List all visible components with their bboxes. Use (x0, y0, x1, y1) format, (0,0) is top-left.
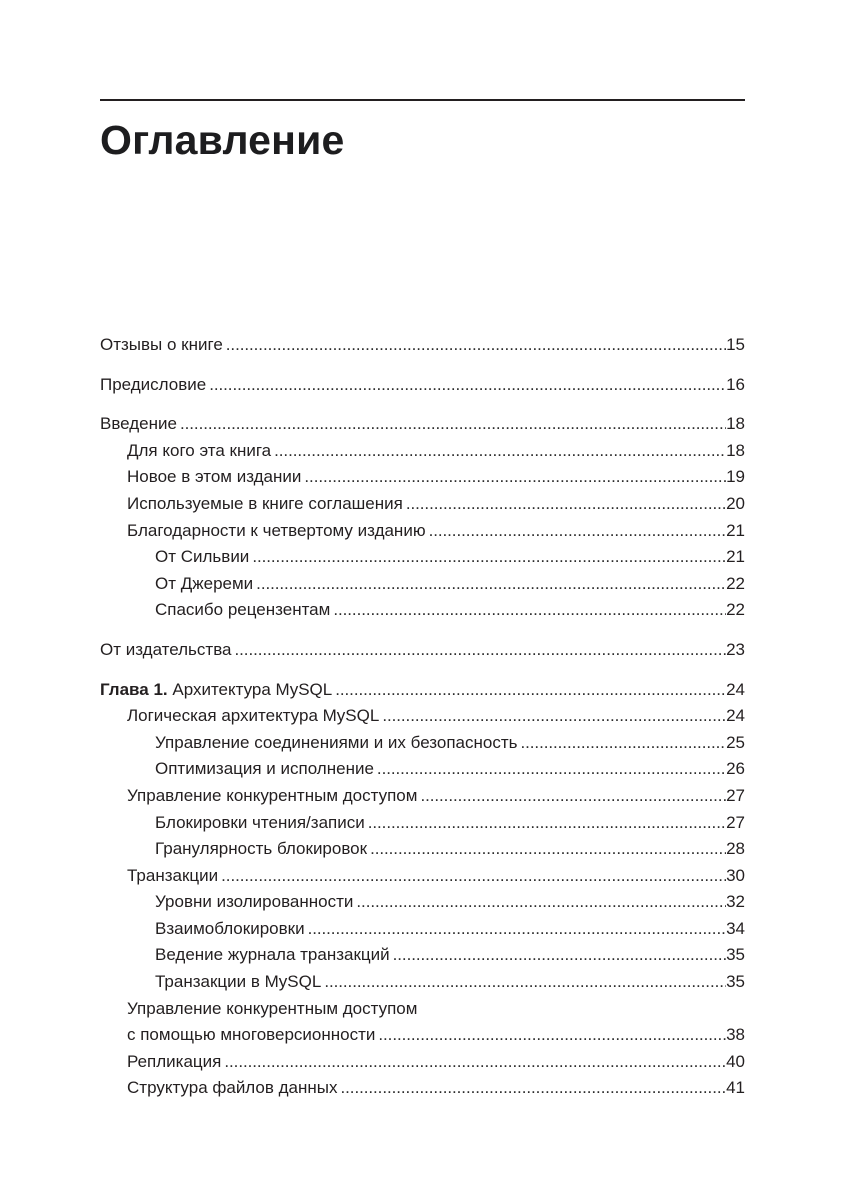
dot-leader (353, 889, 726, 916)
toc-page-number: 32 (726, 892, 745, 912)
toc-entry (100, 518, 745, 545)
toc-page-number: 22 (726, 600, 745, 620)
toc-entry-label: Транзакции (127, 865, 219, 885)
toc-page-number: 40 (726, 1051, 745, 1071)
toc-entry-label: Для кого эта книга (127, 440, 272, 460)
toc-entry (100, 942, 745, 969)
toc-page-number: 35 (726, 945, 745, 965)
toc-entry-label: Благодарности к четвертому изданию (127, 520, 426, 540)
toc-page-number: 20 (726, 493, 745, 513)
toc-page-number: 28 (726, 839, 745, 859)
toc-page-number: 19 (726, 467, 745, 487)
toc-entry-label: Оптимизация и исполнение (155, 759, 374, 779)
toc-page-number: 16 (726, 374, 745, 394)
toc-entry-label: Ведение журнала транзакций (155, 945, 390, 965)
toc-page-number: 23 (726, 639, 745, 659)
dot-leader (223, 332, 726, 359)
toc-page-number: 27 (726, 812, 745, 832)
toc-page-number: 24 (726, 679, 745, 699)
toc-entry (100, 1049, 745, 1076)
toc-entry (100, 332, 745, 359)
dot-leader (367, 836, 726, 863)
toc-page-number: 41 (726, 1078, 745, 1098)
toc-entry (100, 836, 745, 863)
toc-entry (100, 1022, 745, 1049)
dot-leader (374, 756, 726, 783)
dot-leader (379, 703, 726, 730)
dot-leader (232, 637, 727, 664)
toc-entry-label: Уровни изолированности (155, 892, 354, 912)
toc-entry (100, 863, 745, 890)
toc-page-number: 21 (726, 520, 745, 540)
toc-page-number: 21 (726, 547, 745, 567)
toc-entry-label: От Джереми (155, 573, 254, 593)
toc-entry (100, 372, 745, 399)
toc-entry-label: От издательства (100, 639, 232, 659)
toc-entry (100, 411, 745, 438)
toc-entry-label: Управление соединениями и их безопасность (155, 732, 518, 752)
dot-leader (218, 863, 726, 890)
toc-entry (100, 491, 745, 518)
dot-leader (426, 518, 727, 545)
toc-entry-label: с помощью многоверсионности (127, 1025, 376, 1045)
dot-leader (375, 1022, 726, 1049)
toc-entry (100, 544, 745, 571)
toc-list (100, 332, 745, 1102)
dot-leader (517, 730, 726, 757)
toc-page-number: 38 (726, 1025, 745, 1045)
toc-entry-label: Гранулярность блокировок (155, 839, 368, 859)
toc-entry (100, 783, 745, 810)
toc-entry-label: Новое в этом издании (127, 467, 302, 487)
toc-page-number: 22 (726, 573, 745, 593)
dot-leader (221, 1049, 726, 1076)
toc-entry-label: Введение (100, 414, 177, 434)
dot-leader (249, 544, 726, 571)
toc-entry-label: Используемые в книге соглашения (127, 493, 403, 513)
chapter-number-prefix: Глава 1. (100, 679, 173, 699)
toc-page-number: 18 (726, 414, 745, 434)
dot-leader (305, 916, 727, 943)
toc-entry-label: Спасибо рецензентам (155, 600, 331, 620)
dot-leader (321, 969, 726, 996)
dot-leader (332, 677, 726, 704)
toc-entry-label: Взаимоблокировки (155, 918, 305, 938)
page-content (100, 99, 745, 1102)
toc-entry (100, 889, 745, 916)
dot-leader (271, 438, 726, 465)
toc-entry (100, 916, 745, 943)
dot-leader (365, 810, 726, 837)
toc-entry-label: Логическая архитектура MySQL (127, 706, 380, 726)
toc-entry-label: От Сильвии (155, 547, 250, 567)
toc-page-number: 34 (726, 918, 745, 938)
dot-leader (206, 372, 726, 399)
dot-leader (338, 1075, 727, 1102)
dot-leader (417, 783, 726, 810)
toc-entry-label: Глава 1. Архитектура MySQL (100, 679, 333, 699)
dot-leader (390, 942, 726, 969)
toc-entry-label: Транзакции в MySQL (155, 972, 322, 992)
toc-entry (100, 571, 745, 598)
toc-entry (100, 438, 745, 465)
dot-leader (301, 464, 726, 491)
toc-entry (100, 1075, 745, 1102)
toc-entry-label: Предисловие (100, 374, 207, 394)
dot-leader (403, 491, 726, 518)
toc-entry (100, 756, 745, 783)
title-rule (100, 99, 745, 101)
toc-entry-label: Блокировки чтения/записи (155, 812, 365, 832)
toc-page-number: 25 (726, 732, 745, 752)
toc-entry (100, 597, 745, 624)
toc-page-number: 24 (726, 706, 745, 726)
toc-entry-label: Репликация (127, 1051, 222, 1071)
toc-entry (100, 703, 745, 730)
dot-leader (177, 411, 726, 438)
toc-entry (100, 464, 745, 491)
dot-leader (253, 571, 726, 598)
toc-entry (100, 637, 745, 664)
toc-page-number: 15 (726, 335, 745, 354)
toc-page-number: 35 (726, 972, 745, 992)
toc-page-number: 26 (726, 759, 745, 779)
toc-entry-label: Управление конкурентным доступом (127, 785, 418, 805)
toc-page-number: 27 (726, 785, 745, 805)
toc-entry-label: Управление конкурентным доступом (127, 998, 418, 1018)
toc-page-number: 18 (726, 440, 745, 460)
toc-entry-label: Отзывы о книге (100, 335, 223, 354)
toc-entry (100, 730, 745, 757)
toc-entry (100, 810, 745, 837)
page-title: Оглавление (100, 117, 345, 163)
dot-leader (330, 597, 726, 624)
toc-entry (100, 677, 745, 704)
toc-page-number: 30 (726, 865, 745, 885)
toc-entry-label: Структура файлов данных (127, 1078, 338, 1098)
toc-entry (100, 969, 745, 996)
toc-entry (100, 996, 745, 1023)
